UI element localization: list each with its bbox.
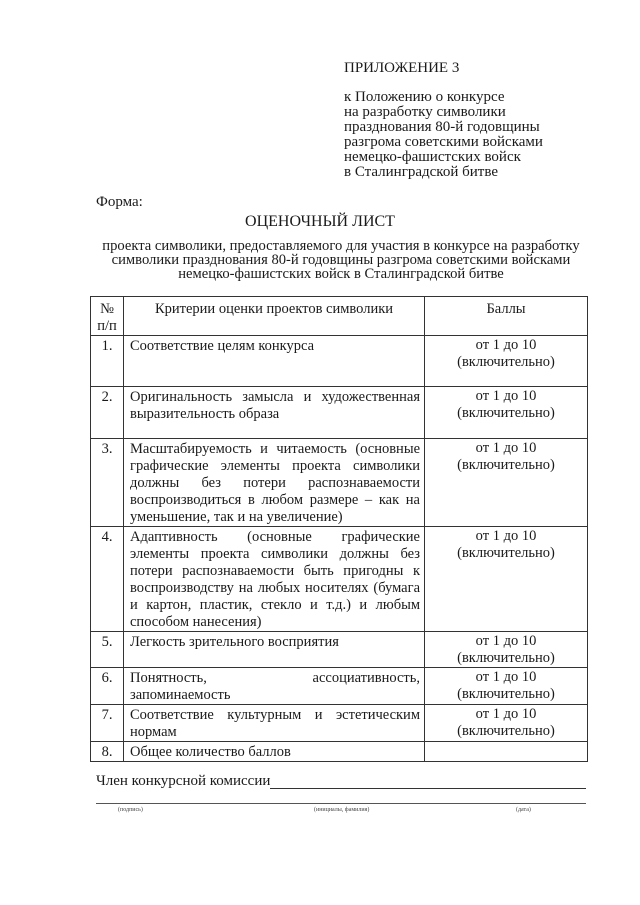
header-criteria: Критерии оценки проектов символики <box>124 297 425 336</box>
row-score: от 1 до 10 (включительно) <box>425 439 588 527</box>
form-label: Форма: <box>96 194 143 210</box>
appendix-block <box>344 61 543 180</box>
table-row <box>91 527 588 632</box>
row-number: 6. <box>91 668 124 705</box>
appendix-line: празднования 80-й годовщины <box>344 119 540 135</box>
row-number: 7. <box>91 705 124 742</box>
table-row <box>91 668 588 705</box>
row-number: 3. <box>91 439 124 527</box>
row-score: от 1 до 10 (включительно) <box>425 632 588 668</box>
header-number: № п/п <box>91 297 124 336</box>
row-criterion: Легкость зрительного восприятия <box>124 632 425 668</box>
row-number: 8. <box>91 742 124 762</box>
appendix-line: разгрома советскими войсками <box>344 134 543 150</box>
row-score: от 1 до 10 (включительно) <box>425 705 588 742</box>
sheet-title: ОЦЕНОЧНЫЙ ЛИСТ <box>245 213 395 230</box>
row-criterion: Понятность, ассоциативность, запоминаемость <box>124 668 425 705</box>
row-score: от 1 до 10 (включительно) <box>425 527 588 632</box>
row-number: 2. <box>91 387 124 439</box>
row-score <box>425 742 588 762</box>
appendix-title: ПРИЛОЖЕНИЕ 3 <box>344 60 460 76</box>
header-score: Баллы <box>425 297 588 336</box>
appendix-line: немецко-фашистских войск <box>344 149 521 165</box>
evaluation-table <box>90 296 588 762</box>
member-signature-line <box>270 788 586 789</box>
row-criterion: Соответствие культурным и эстетическим нормам <box>124 705 425 742</box>
table-row <box>91 632 588 668</box>
row-criterion: Общее количество баллов <box>124 742 425 762</box>
signature-caption: (подпись) <box>118 807 143 813</box>
appendix-line: в Сталинградской битве <box>344 164 498 180</box>
signature-line <box>96 803 586 804</box>
table-row <box>91 742 588 762</box>
date-caption: (дата) <box>516 807 531 813</box>
row-score: от 1 до 10 (включительно) <box>425 668 588 705</box>
row-score: от 1 до 10 (включительно) <box>425 387 588 439</box>
row-number: 1. <box>91 336 124 387</box>
table-row <box>91 439 588 527</box>
row-criterion: Оригинальность замысла и художественная выразительность образа <box>124 387 425 439</box>
appendix-line: на разработку символики <box>344 104 506 120</box>
table-header-row <box>91 297 588 336</box>
name-caption: (инициалы, фамилия) <box>314 807 370 813</box>
table-row <box>91 705 588 742</box>
row-score: от 1 до 10 (включительно) <box>425 336 588 387</box>
commission-member-label: Член конкурсной комиссии <box>96 773 271 789</box>
table-row <box>91 387 588 439</box>
row-criterion: Масштабируемость и читаемость (основные графические элементы проекта символики должны без потери распознаваемости воспроизводиться в любом размере – как на уменьшение, так и на увеличение) <box>124 439 425 527</box>
table-row <box>91 336 588 387</box>
sheet-subtitle: проекта символики, предоставляемого для участия в конкурсе на разработку символики празднования 80-й годовщины разгрома советскими войсками немецко-фашистских войск в Сталинградской битве <box>102 238 580 282</box>
row-criterion: Соответствие целям конкурса <box>124 336 425 387</box>
row-number: 5. <box>91 632 124 668</box>
row-number: 4. <box>91 527 124 632</box>
row-criterion: Адаптивность (основные графические элементы проекта символики должны без потери распознаваемости быть пригодны к воспроизводству на любых носителях (бумага и картон, пластик, стекло и т.д.) и любым способом нанесения) <box>124 527 425 632</box>
appendix-line: к Положению о конкурсе <box>344 89 505 105</box>
